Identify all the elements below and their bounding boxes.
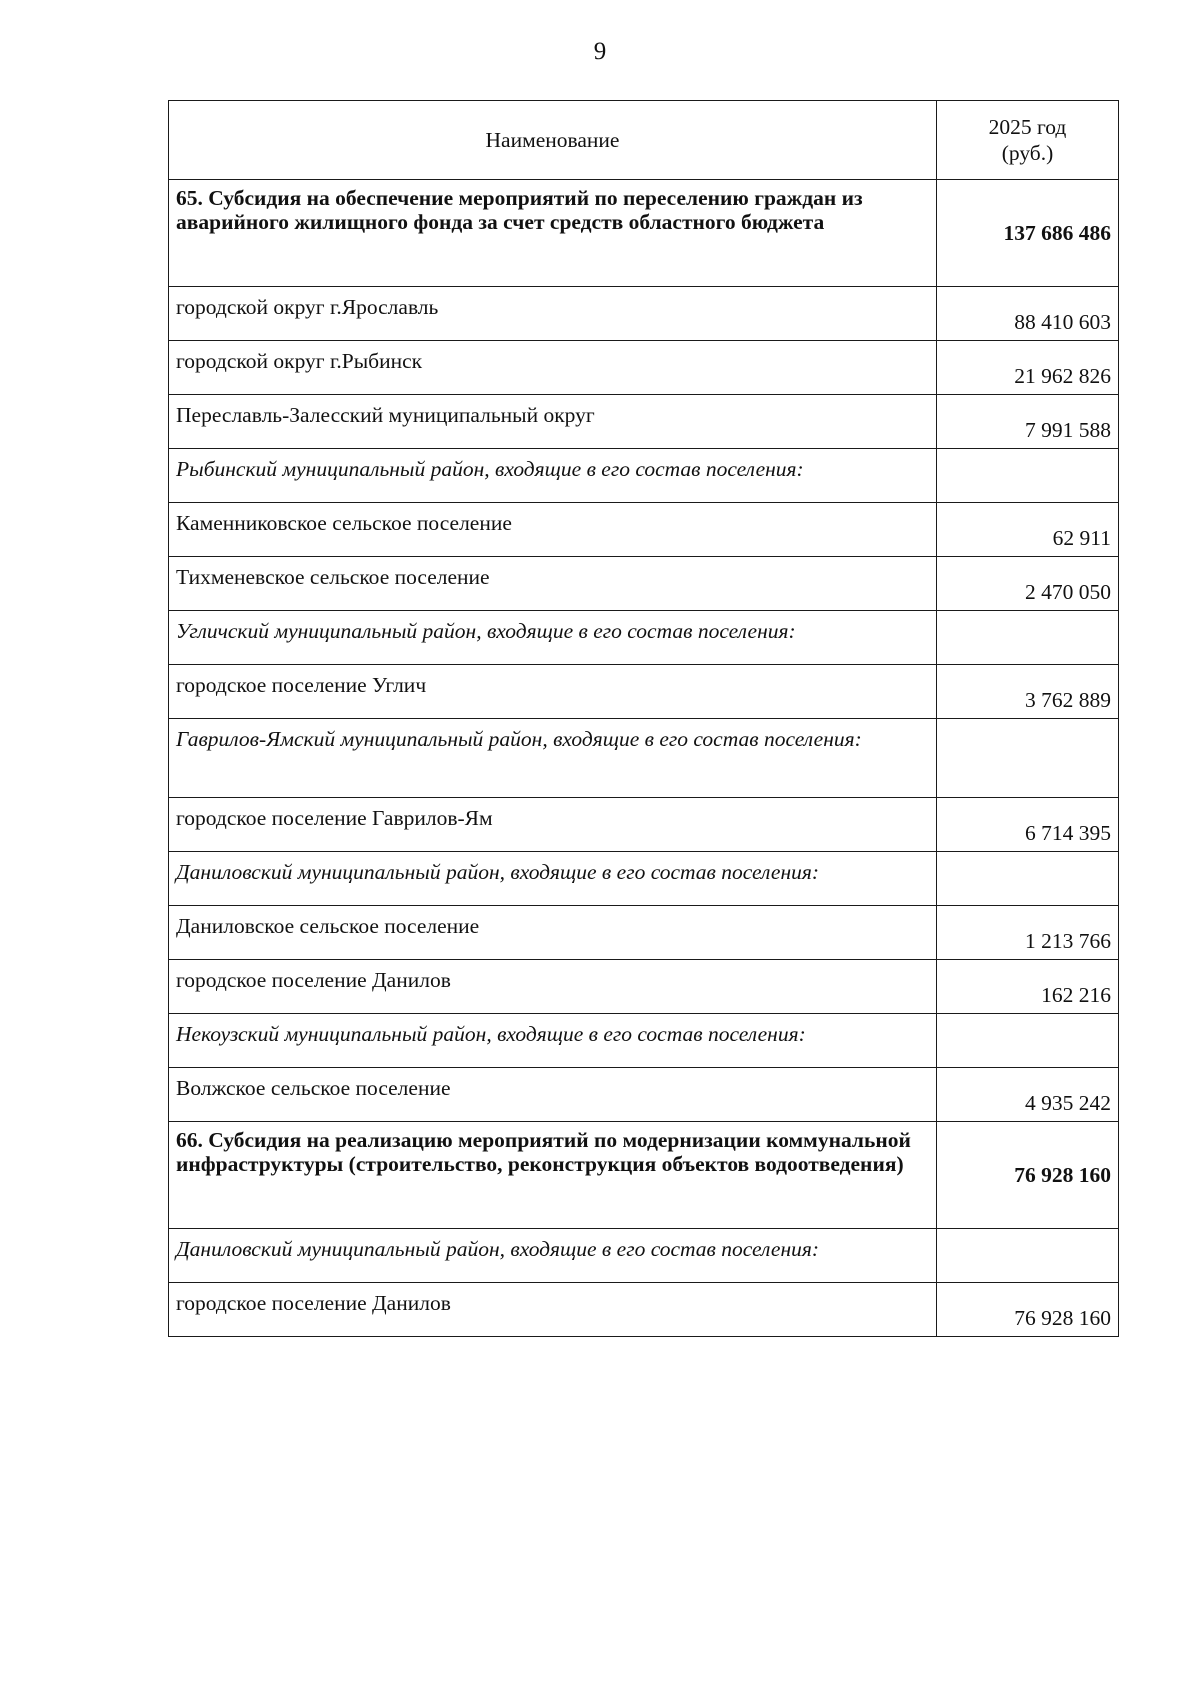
row-name-cell: городской округ г.Рыбинск <box>169 341 937 395</box>
header-row <box>169 101 1119 180</box>
row-name-cell: городской округ г.Ярославль <box>169 287 937 341</box>
table-row <box>169 287 1119 341</box>
row-amount-cell: 3 762 889 <box>937 665 1119 719</box>
header-amount-unit: (руб.) <box>1001 141 1054 165</box>
table-row <box>169 798 1119 852</box>
row-name-cell: Некоузский муниципальный район, входящие в его состав поселения: <box>169 1014 937 1068</box>
district-row <box>169 852 1119 906</box>
row-amount-cell: 2 470 050 <box>937 557 1119 611</box>
table-row <box>169 1283 1119 1337</box>
row-name-cell: городское поселение Данилов <box>169 1283 937 1337</box>
table-row <box>169 906 1119 960</box>
row-amount-cell: 1 213 766 <box>937 906 1119 960</box>
row-amount-cell <box>937 1229 1119 1283</box>
row-name-cell: Тихменевское сельское поселение <box>169 557 937 611</box>
table-row <box>169 341 1119 395</box>
row-name-cell: 65. Субсидия на обеспечение мероприятий по переселению граждан из аварийного жилищного фонда за счет средств областного бюджета <box>169 180 937 287</box>
district-row <box>169 1229 1119 1283</box>
row-amount-cell <box>937 719 1119 798</box>
budget-table <box>168 100 1119 1337</box>
row-name-cell: Даниловское сельское поселение <box>169 906 937 960</box>
header-name: Наименование <box>169 101 937 180</box>
row-amount-cell <box>937 852 1119 906</box>
table-row <box>169 960 1119 1014</box>
page-number: 9 <box>593 38 607 65</box>
table-row <box>169 395 1119 449</box>
district-row <box>169 1014 1119 1068</box>
row-name-cell: городское поселение Данилов <box>169 960 937 1014</box>
section-row <box>169 180 1119 287</box>
table-row <box>169 1068 1119 1122</box>
row-name-cell: Волжское сельское поселение <box>169 1068 937 1122</box>
row-name-cell: Даниловский муниципальный район, входящие в его состав поселения: <box>169 852 937 906</box>
row-amount-cell: 137 686 486 <box>937 180 1119 287</box>
row-amount-cell: 88 410 603 <box>937 287 1119 341</box>
row-amount-cell: 21 962 826 <box>937 341 1119 395</box>
table-row <box>169 665 1119 719</box>
row-name-cell: Рыбинский муниципальный район, входящие в его состав поселения: <box>169 449 937 503</box>
row-amount-cell: 4 935 242 <box>937 1068 1119 1122</box>
row-name-cell: городское поселение Углич <box>169 665 937 719</box>
table-header <box>169 101 1119 180</box>
section-row <box>169 1122 1119 1229</box>
district-row <box>169 449 1119 503</box>
row-amount-cell <box>937 611 1119 665</box>
row-name-cell: Каменниковское сельское поселение <box>169 503 937 557</box>
row-amount-cell: 76 928 160 <box>937 1122 1119 1229</box>
header-amount <box>937 101 1119 180</box>
row-name-cell: 66. Субсидия на реализацию мероприятий по модернизации коммунальной инфраструктуры (строительство, реконструкция объектов водоотведения) <box>169 1122 937 1229</box>
row-amount-cell <box>937 449 1119 503</box>
table-row <box>169 503 1119 557</box>
row-name-cell: городское поселение Гаврилов-Ям <box>169 798 937 852</box>
row-name-cell: Гаврилов-Ямский муниципальный район, входящие в его состав поселения: <box>169 719 937 798</box>
row-amount-cell: 62 911 <box>937 503 1119 557</box>
table-body <box>169 180 1119 1337</box>
row-amount-cell: 76 928 160 <box>937 1283 1119 1337</box>
row-name-cell: Даниловский муниципальный район, входящие в его состав поселения: <box>169 1229 937 1283</box>
row-amount-cell: 162 216 <box>937 960 1119 1014</box>
row-amount-cell: 7 991 588 <box>937 395 1119 449</box>
header-amount-year: 2025 год <box>988 115 1067 139</box>
district-row <box>169 719 1119 798</box>
row-amount-cell <box>937 1014 1119 1068</box>
table-row <box>169 557 1119 611</box>
row-name-cell: Угличский муниципальный район, входящие в его состав поселения: <box>169 611 937 665</box>
district-row <box>169 611 1119 665</box>
row-name-cell: Переславль-Залесский муниципальный округ <box>169 395 937 449</box>
row-amount-cell: 6 714 395 <box>937 798 1119 852</box>
